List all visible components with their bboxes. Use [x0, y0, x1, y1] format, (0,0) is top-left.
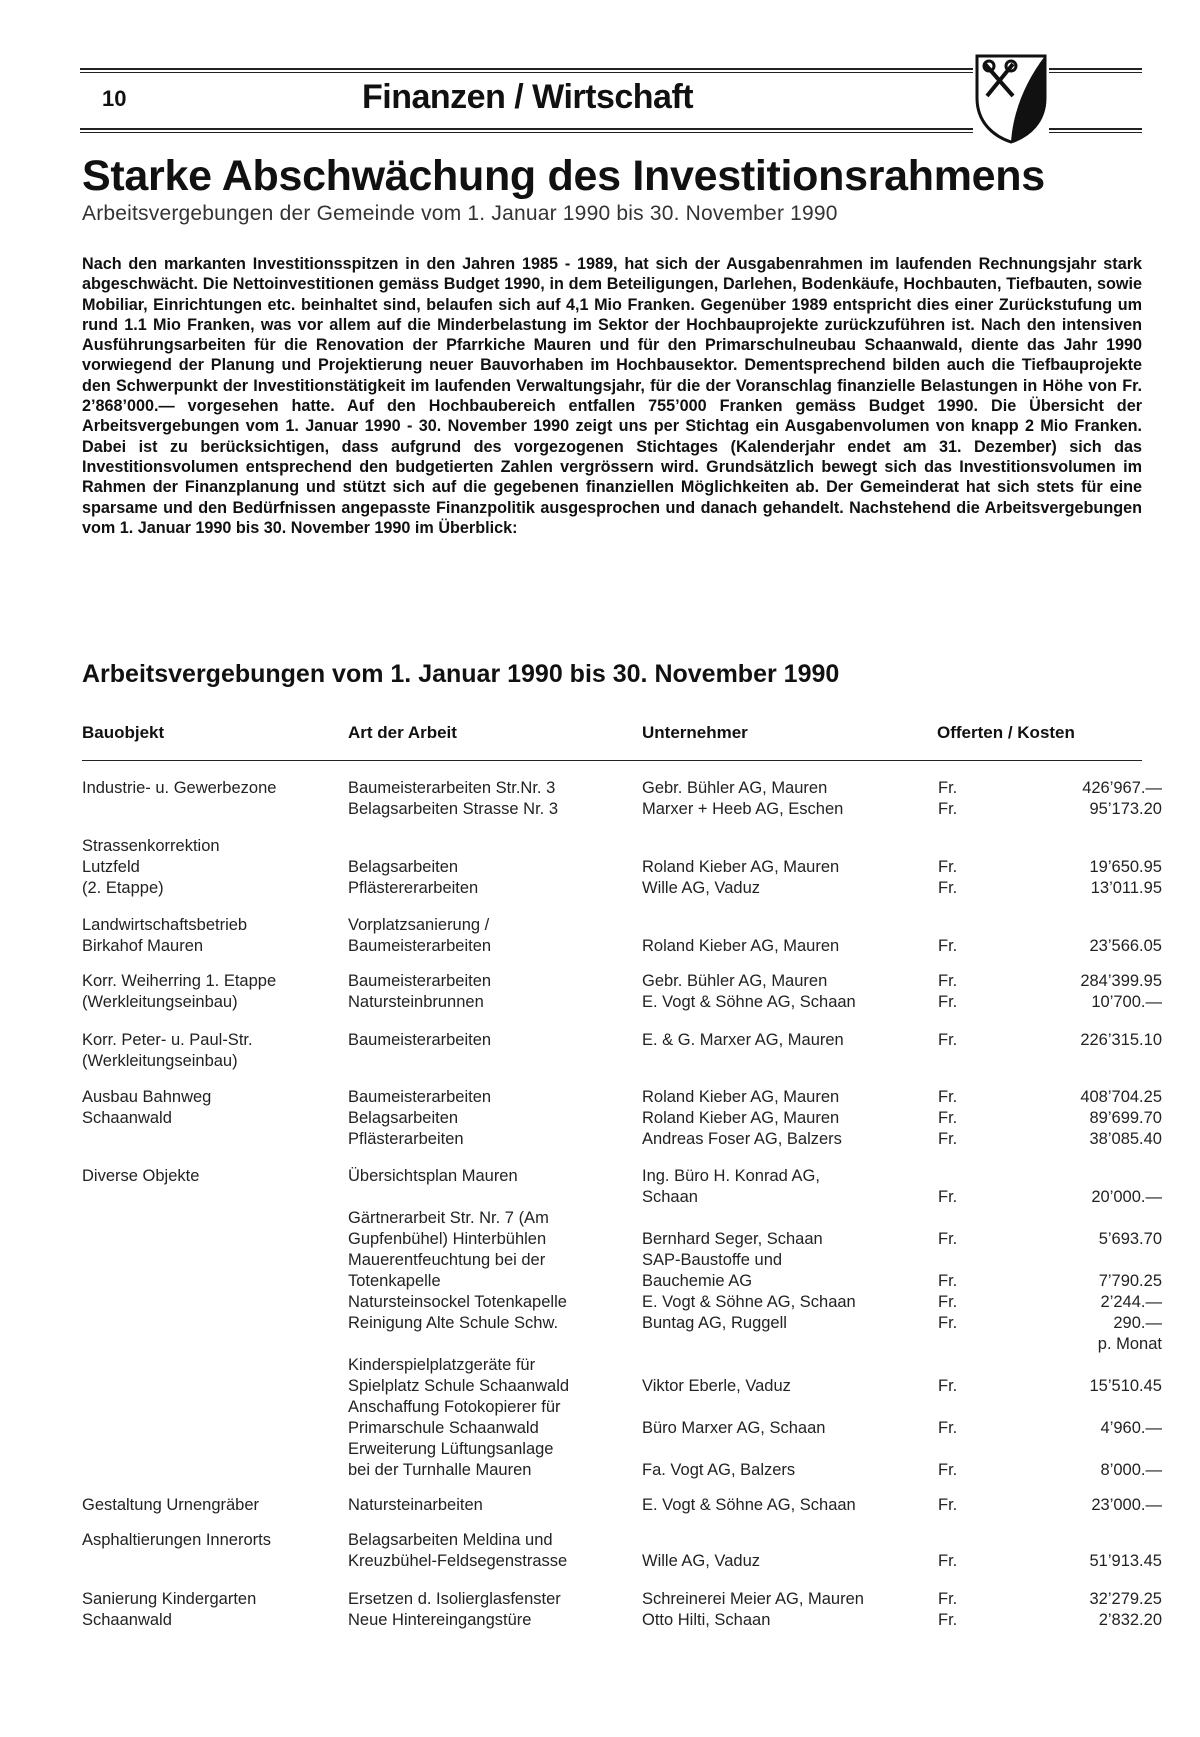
table-cell-c2: Vorplatzsanierung /: [348, 916, 490, 934]
table-cell-c2: Kinderspielplatzgeräte für: [348, 1356, 536, 1374]
table-cell-amt: 426’967.—: [1082, 779, 1162, 797]
section-title: Finanzen / Wirtschaft: [362, 78, 694, 116]
table-cell-c3: E. Vogt & Söhne AG, Schaan: [642, 1496, 856, 1514]
page-number: 10: [102, 86, 127, 111]
table-cell-c3: Roland Kieber AG, Mauren: [642, 1088, 840, 1106]
column-header-art: Art der Arbeit: [348, 723, 457, 742]
table-cell-c2: Mauerentfeuchtung bei der: [348, 1251, 546, 1269]
table-cell-c3: Roland Kieber AG, Mauren: [642, 1109, 840, 1127]
article-subtitle: Arbeitsvergebungen der Gemeinde vom 1. Januar 1990 bis 30. November 1990: [82, 202, 838, 225]
table-cell-amt: [972, 1439, 1162, 1460]
article-title: Starke Abschwächung des Investitionsrahmens: [82, 152, 1045, 200]
table-cell-c1: Birkahof Mauren: [82, 937, 204, 955]
table-cell-fr: Fr.: [938, 993, 958, 1011]
table-cell-fr: Fr.: [938, 1590, 958, 1608]
table-cell-c2: Reinigung Alte Schule Schw.: [348, 1314, 559, 1332]
table-cell-fr: Fr.: [938, 937, 958, 955]
table-cell-c2: Belagsarbeiten: [348, 1109, 459, 1127]
table-cell-amt: 23’000.—: [1091, 1496, 1162, 1514]
table-cell-c3: Büro Marxer AG, Schaan: [642, 1419, 826, 1437]
table-cell-c1: Strassenkorrektion: [82, 837, 220, 855]
table-cell-amt: 5’693.70: [1098, 1230, 1162, 1248]
table-cell-c1: Sanierung Kindergarten: [82, 1590, 257, 1608]
table-cell-c3: Gebr. Bühler AG, Mauren: [642, 779, 828, 797]
table-cell-amt: 4’960.—: [1100, 1419, 1162, 1437]
table-cell-c3: Wille AG, Vaduz: [642, 1552, 760, 1570]
table-cell-amt: 284’399.95: [1080, 972, 1162, 990]
table-cell-fr: Fr.: [938, 1377, 958, 1395]
table-cell-c2: Baumeisterarbeiten Str.Nr. 3: [348, 779, 556, 797]
table-cell-amt: [972, 1166, 1162, 1187]
table-cell-fr: Fr.: [938, 1293, 958, 1311]
table-cell-amt: [972, 1397, 1162, 1418]
table-cell-fr: Fr.: [938, 879, 958, 897]
table-cell-fr: Fr.: [938, 972, 958, 990]
table-cell-c1: Lutzfeld: [82, 858, 140, 876]
table-cell-c2: Gupfenbühel) Hinterbühlen: [348, 1230, 547, 1248]
table-cell-c2: Pflästererarbeiten: [348, 879, 479, 897]
table-cell-c3: Roland Kieber AG, Mauren: [642, 937, 840, 955]
table-cell-c1: (Werkleitungseinbau): [82, 993, 238, 1011]
table-cell-amt: 20’000.—: [1091, 1188, 1162, 1206]
table-cell-c1: (2. Etappe): [82, 879, 164, 897]
table-cell-amt: [972, 1250, 1162, 1271]
table-cell-c3: Viktor Eberle, Vaduz: [642, 1377, 791, 1395]
table-cell-amt: 2’832.20: [1098, 1611, 1162, 1629]
table-cell-fr: Fr.: [938, 1461, 958, 1479]
table-cell-amt: [972, 1530, 1162, 1551]
table-cell-c2: Übersichtsplan Mauren: [348, 1167, 518, 1185]
table-cell-c1: Schaanwald: [82, 1611, 172, 1629]
table-cell-c2: bei der Turnhalle Mauren: [348, 1461, 532, 1479]
table-cell-c3: E. & G. Marxer AG, Mauren: [642, 1031, 844, 1049]
table-cell-c2: Baumeisterarbeiten: [348, 1031, 492, 1049]
table-cell-fr: Fr.: [938, 1088, 958, 1106]
table-cell-c3: Marxer + Heeb AG, Eschen: [642, 800, 844, 818]
table-cell-c1: Korr. Peter- u. Paul-Str.: [82, 1031, 253, 1049]
page-header: [80, 68, 1142, 138]
table-cell-c1: Korr. Weiherring 1. Etappe: [82, 972, 277, 990]
table-cell-c2: Ersetzen d. Isolierglasfenster: [348, 1590, 561, 1608]
table-cell-amt: 290.—: [1113, 1314, 1162, 1332]
table-cell-c2: Anschaffung Fotokopierer für: [348, 1398, 561, 1416]
table-cell-c1: Ausbau Bahnweg: [82, 1088, 212, 1106]
table-cell-amt: 408’704.25: [1080, 1088, 1162, 1106]
table-cell-amt: 32’279.25: [1089, 1590, 1162, 1608]
table-cell-c2: Kreuzbühel-Feldsegenstrasse: [348, 1552, 568, 1570]
table-cell-c2: Gärtnerarbeit Str. Nr. 7 (Am: [348, 1209, 549, 1227]
table-cell-fr: Fr.: [938, 1130, 958, 1148]
table-cell-c2: Natursteinsockel Totenkapelle: [348, 1293, 567, 1311]
table-cell-fr: Fr.: [938, 1272, 958, 1290]
table-cell-fr: Fr.: [938, 1496, 958, 1514]
table-cell-c2: Natursteinarbeiten: [348, 1496, 483, 1514]
table-cell-c2: Totenkapelle: [348, 1272, 441, 1290]
table-cell-c3: E. Vogt & Söhne AG, Schaan: [642, 993, 856, 1011]
table-cell-c3: SAP-Baustoffe und: [642, 1251, 783, 1269]
table-cell-c3: Fa. Vogt AG, Balzers: [642, 1461, 796, 1479]
table-cell-fr: Fr.: [938, 858, 958, 876]
column-header-unternehmer: Unternehmer: [642, 723, 748, 742]
table-cell-c1: Schaanwald: [82, 1109, 172, 1127]
table-cell-c3: Bauchemie AG: [642, 1272, 753, 1290]
table-cell-c3: Otto Hilti, Schaan: [642, 1611, 771, 1629]
table-cell-fr: Fr.: [938, 779, 958, 797]
table-cell-c1: (Werkleitungseinbau): [82, 1052, 238, 1070]
table-cell-c3: Ing. Büro H. Konrad AG,: [642, 1167, 820, 1185]
table-cell-fr: Fr.: [938, 1419, 958, 1437]
table-cell-fr: Fr.: [938, 1031, 958, 1049]
table-cell-c1: Landwirtschaftsbetrieb: [82, 916, 248, 934]
table-cell-c3: Gebr. Bühler AG, Mauren: [642, 972, 828, 990]
table-cell-c3: Bernhard Seger, Schaan: [642, 1230, 823, 1248]
table-cell-c3: Andreas Foser AG, Balzers: [642, 1130, 842, 1148]
table-cell-amt: 226’315.10: [1080, 1031, 1162, 1049]
table-cell-amt: 23’566.05: [1089, 937, 1162, 955]
table-cell-c3: E. Vogt & Söhne AG, Schaan: [642, 1293, 856, 1311]
table-cell-fr: Fr.: [938, 1109, 958, 1127]
table-cell-amt: [972, 1355, 1162, 1376]
table-cell-amt: 2’244.—: [1100, 1293, 1162, 1311]
table-cell-c2: Erweiterung Lüftungsanlage: [348, 1440, 554, 1458]
table-cell-amt: 19’650.95: [1089, 858, 1162, 876]
table-cell-fr: Fr.: [938, 1230, 958, 1248]
table-cell-amt: [972, 1051, 1162, 1072]
table-cell-c3: Roland Kieber AG, Mauren: [642, 858, 840, 876]
table-cell-amt: 10’700.—: [1091, 993, 1162, 1011]
table-cell-c2: Belagsarbeiten Meldina und: [348, 1531, 553, 1549]
article-body: Nach den markanten Investitionsspitzen in den Jahren 1985 - 1989, hat sich der Ausgabenrahmen im laufenden Rechnungsjahr stark abgeschwächt. Die Nettoinvestitionen gemäss Budget 1990, in dem Beteiligungen, Darlehen, Bodenkäufe, Hochbauten, Tiefbauten, sowie Mobiliar, Einrichtungen etc. beinhaltet sind, belaufen sich auf 4,1 Mio Franken. Gegenüber 1989 entspricht dies einer Zurückstufung um rund 1.1 Mio Franken, was vor allem auf die Minderbelastung im Sektor der Hochbauprojekte zurückzuführen ist. Nach den intensiven Ausführungsarbeiten für die Renovation der Pfarrkiche Mauren und für den Primarschulneubau Schaanwald, diente das Jahr 1990 vorwiegend der Planung und Projektierung neuer Bauvorhaben im Hochbausektor. Dementsprechend bilden auch die Tiefbauprojekte den Schwerpunkt der Investitionstätigkeit im laufenden Verwaltungsjahr, für die der Voranschlag finanzielle Belastungen in Höhe von Fr. 2’868’000.— vorgesehen hatte. Auf den Hochbaubereich entfallen 755’000 Franken gemäss Budget 1990. Die Übersicht der Arbeitsvergebungen vom 1. Januar 1990 - 30. November 1990 zeigt uns per Stichtag ein Ausgabenvolumen von knapp 2 Mio Franken. Dabei ist zu berücksichtigen, dass aufgrund des vorgezogenen Stichtages (Kalenderjahr endet am 31. Dezember) sich das Investitionsvolumen entsprechend den budgetierten Zahlen vergrössern wird. Grundsätzlich bewegt sich das Investitionsvolumen im Rahmen der Finanzplanung und stützt sich auf die gegebenen finanziellen Möglichkeiten ab. Der Gemeinderat hat sich stets für eine sparsame und den Bedürfnissen angepasste Finanzpolitik ausgesprochen und danach gehandelt. Nachstehend die Arbeitsvergebungen vom 1. Januar 1990 bis 30. November 1990 im Überblick:: [82, 255, 1142, 537]
table-cell-c1: Asphaltierungen Innerorts: [82, 1531, 271, 1549]
table-cell-c1: Industrie- u. Gewerbezone: [82, 779, 277, 797]
coat-of-arms-icon: [973, 52, 1049, 144]
table-cell-amt: 95’173.20: [1089, 800, 1162, 818]
table-cell-amt: 38’085.40: [1089, 1130, 1162, 1148]
table-cell-c2: Belagsarbeiten: [348, 858, 459, 876]
table-cell-fr: Fr.: [938, 1552, 958, 1570]
table-cell-c2: Baumeisterarbeiten: [348, 972, 492, 990]
table-cell-amt: 89’699.70: [1089, 1109, 1162, 1127]
table-cell-amt: [972, 1208, 1162, 1229]
table-cell-c1: Diverse Objekte: [82, 1167, 200, 1185]
table-cell-amt: 13’011.95: [1090, 879, 1162, 897]
table-header-rule: [82, 760, 1142, 761]
table-cell-c2: Belagsarbeiten Strasse Nr. 3: [348, 800, 559, 818]
table-cell-fr: Fr.: [938, 1188, 958, 1206]
table-cell-fr: Fr.: [938, 800, 958, 818]
table-cell-amt: 7’790.25: [1098, 1272, 1162, 1290]
table-cell-c2: Spielplatz Schule Schaanwald: [348, 1377, 570, 1395]
table-cell-amt: [972, 836, 1162, 857]
table-cell-c2: Neue Hintereingangstüre: [348, 1611, 532, 1629]
table-cell-c3: Schreinerei Meier AG, Mauren: [642, 1590, 864, 1608]
table-cell-c3: Schaan: [642, 1188, 698, 1206]
table-cell-fr: Fr.: [938, 1611, 958, 1629]
table-cell-amt: 51’913.45: [1089, 1552, 1162, 1570]
table-cell-fr: Fr.: [938, 1314, 958, 1332]
column-header-bauobjekt: Bauobjekt: [82, 723, 165, 742]
table-cell-c2: Primarschule Schaanwald: [348, 1419, 539, 1437]
table-cell-c2: Baumeisterarbeiten: [348, 1088, 492, 1106]
table-cell-c2: Pflästerarbeiten: [348, 1130, 464, 1148]
table-cell-amt: p. Monat: [1097, 1335, 1162, 1353]
table-title: Arbeitsvergebungen vom 1. Januar 1990 bis 30. November 1990: [82, 660, 840, 688]
table-cell-c1: Gestaltung Urnengräber: [82, 1496, 260, 1514]
table-cell-c3: Buntag AG, Ruggell: [642, 1314, 787, 1332]
table-cell-amt: 15’510.45: [1089, 1377, 1162, 1395]
table-cell-c2: Baumeisterarbeiten: [348, 937, 492, 955]
table-cell-c3: Wille AG, Vaduz: [642, 879, 760, 897]
table-cell-amt: [972, 915, 1162, 936]
column-header-kosten: Offerten / Kosten: [937, 723, 1075, 742]
table-cell-amt: 8’000.—: [1100, 1461, 1162, 1479]
table-cell-c2: Natursteinbrunnen: [348, 993, 484, 1011]
